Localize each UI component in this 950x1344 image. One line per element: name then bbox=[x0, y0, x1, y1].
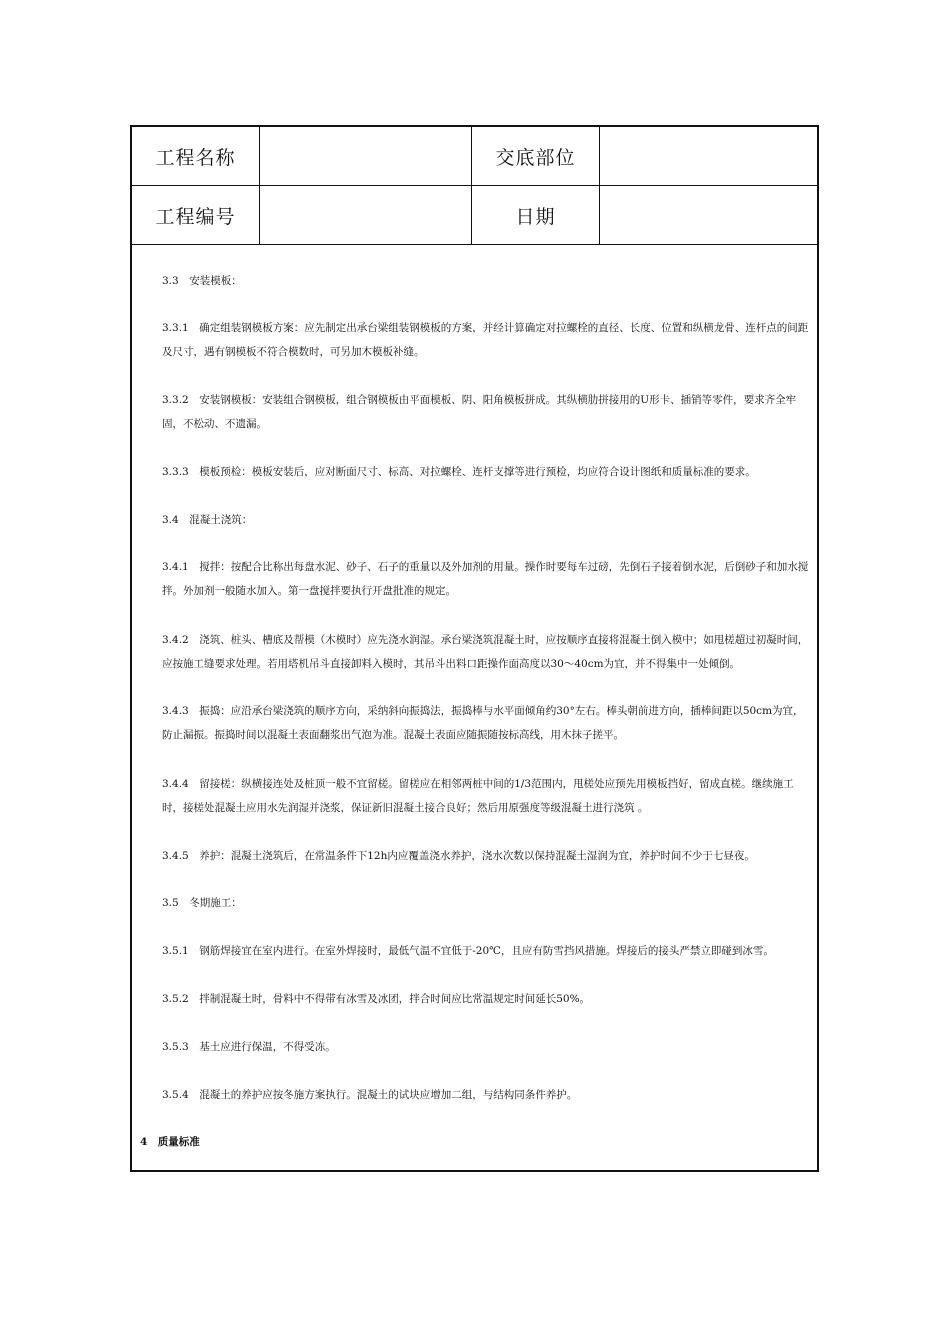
project-no-label: 工程编号 bbox=[132, 186, 260, 244]
project-name-field[interactable] bbox=[260, 127, 472, 185]
disclosure-form bbox=[130, 125, 819, 1172]
project-name-label: 工程名称 bbox=[132, 127, 260, 185]
section-4-heading: 4 质量标准 bbox=[140, 1136, 200, 1148]
clause-3-3-1: 3.3.1 确定组装钢模板方案：应先制定出承台梁组装钢模板的方案，并经计算确定对拉螺栓的直径、长度、位置和纵横龙骨、连杆点的间距及尺寸，遇有钢模板不符合模数时，可另加木模板补缝。 bbox=[162, 322, 809, 358]
clause-3-5-1: 3.5.1 钢筋焊接宜在室内进行。在室外焊接时，最低气温不宜低于-20℃，且应有防雪挡风措施。焊接后的接头严禁立即碰到冰雪。 bbox=[162, 945, 774, 957]
clause-3-3-3: 3.3.3 模板预检：模板安装后，应对断面尺寸、标高、对拉螺栓、连杆支撑等进行预检，均应符合设计图纸和质量标准的要求。 bbox=[162, 466, 756, 478]
clause-3-5-2: 3.5.2 拌制混凝土时，骨料中不得带有冰雪及冰团，拌合时间应比常温规定时间延长50%。 bbox=[162, 993, 591, 1005]
clause-3-3-2: 3.3.2 安装钢模板：安装组合钢模板，组合钢模板由平面模板、阴、阳角模板拼成。其纵横肋拼接用的U形卡、插销等零件，要求齐全牢固，不松动、不遗漏。 bbox=[162, 394, 797, 430]
clause-3-4-3: 3.4.3 振捣：应沿承台梁浇筑的顺序方向，采纳斜向振捣法，振捣棒与水平面倾角约30°左右。棒头朝前进方向，插棒间距以50cm为宜，防止漏振。振捣时间以混凝土表面翻浆出气泡为准。混凝土表面应随振随按标高线，用木抹子搓平。 bbox=[162, 705, 804, 741]
location-field[interactable] bbox=[600, 127, 819, 185]
section-3-3: 3.3 安装模板： bbox=[162, 275, 242, 287]
clause-3-4-5: 3.4.5 养护：混凝土浇筑后，在常温条件下12h内应覆盖浇水养护，浇水次数以保持混凝土湿润为宜，养护时间不少于七昼夜。 bbox=[162, 850, 755, 862]
header-row-2 bbox=[132, 186, 817, 245]
project-no-field[interactable] bbox=[260, 186, 472, 244]
section-3-4: 3.4 混凝土浇筑： bbox=[162, 514, 253, 526]
date-label: 日期 bbox=[472, 186, 600, 244]
date-field[interactable] bbox=[600, 186, 819, 244]
clause-3-5-3: 3.5.3 基土应进行保温，不得受冻。 bbox=[162, 1041, 336, 1053]
section-3-5: 3.5 冬期施工： bbox=[162, 897, 242, 909]
clause-3-5-4: 3.5.4 混凝土的养护应按冬施方案执行。混凝土的试块应增加二组，与结构同条件养护。 bbox=[162, 1089, 578, 1101]
location-label: 交底部位 bbox=[472, 127, 600, 185]
header-row-1 bbox=[132, 127, 817, 186]
clause-3-4-4: 3.4.4 留接槎：纵横接连处及桩顶一般不宜留槎。留槎应在相邻两桩中间的1/3范围内，甩槎处应预先用模板挡好，留成直槎。继续施工时，接槎处混凝土应用水先润湿并浇浆，保证新旧混凝土接合良好；然后用原强度等级混凝土进行浇筑 。 bbox=[162, 778, 794, 814]
clause-3-4-1: 3.4.1 搅拌：按配合比称出每盘水泥、砂子、石子的重量以及外加剂的用量。操作时要每车过磅，先倒石子接着倒水泥，后倒砂子和加水搅拌。外加剂一般随水加入。第一盘搅拌要执行开盘批准的规定。 bbox=[162, 561, 809, 597]
clause-3-4-2: 3.4.2 浇筑、桩头、槽底及帮模（木模时）应先浇水润湿。承台梁浇筑混凝土时，应按顺序直接将混凝土倒入模中；如甩槎超过初凝时间，应按施工缝要求处理。若用塔机吊斗直接卸料入模时，其吊斗出料口距操作面高度以30～40cm为宜，并不得集中一处倾倒。 bbox=[162, 634, 809, 670]
